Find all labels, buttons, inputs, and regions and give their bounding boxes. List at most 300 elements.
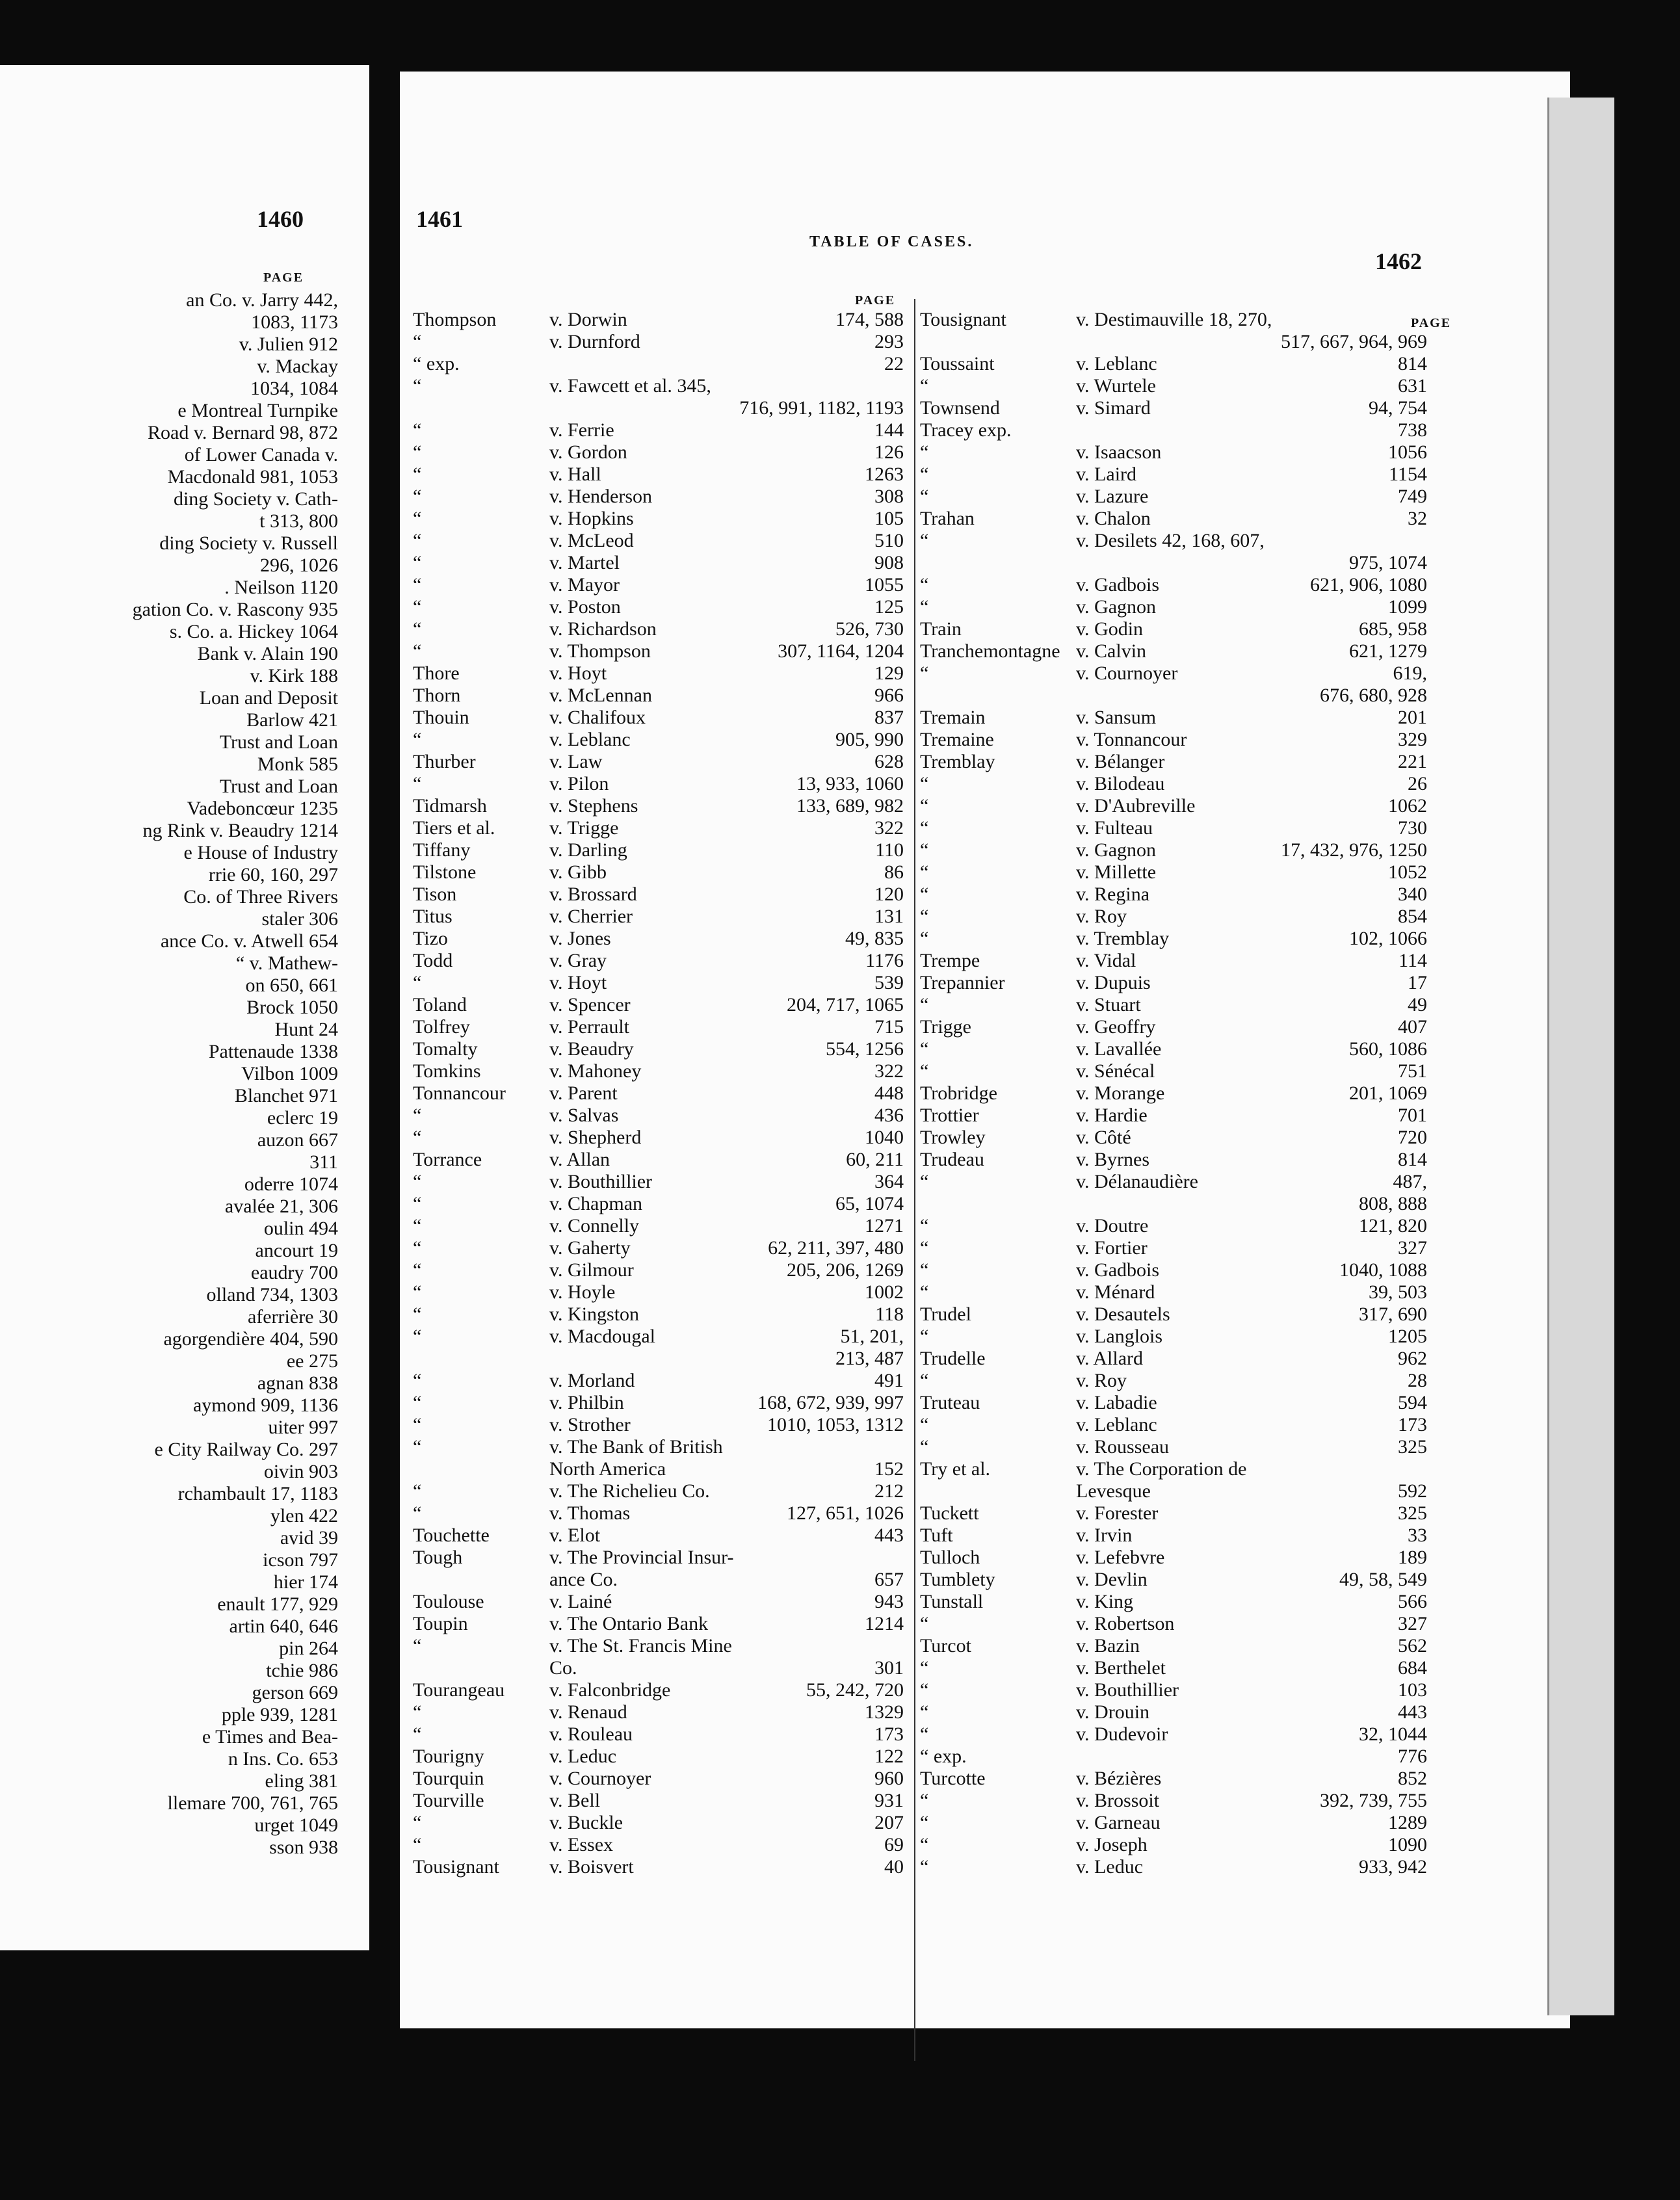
index-line [0,1593,338,1616]
index-line-text: llemare 700, 761, 765 [167,1792,338,1814]
case-pages: 13, 933, 1060 [796,773,904,794]
index-line-text: v. Mackay [257,356,338,377]
case-opponent: v. Boisvert [549,1856,634,1878]
right-page-number-1462: 1462 [1375,248,1422,274]
case-entry [920,574,1440,596]
index-line [0,1306,338,1328]
case-opponent: v. Garneau [1076,1812,1161,1833]
case-party: “ [413,1635,422,1657]
case-opponent: v. Gagnon [1076,596,1157,618]
running-head: TABLE OF CASES. [809,233,974,250]
case-entry [413,441,910,464]
case-entry [413,1458,910,1480]
case-opponent: v. Chalon [1076,508,1151,529]
case-party: Tourangeau [413,1679,505,1701]
index-line-text: e Times and Bea- [202,1726,338,1748]
case-opponent: v. Vidal [1076,950,1136,971]
case-opponent: v. Gadbois [1076,574,1160,596]
case-party: Tourquin [413,1768,484,1789]
case-party: Tiers et al. [413,817,495,839]
case-opponent: v. Shepherd [549,1127,642,1148]
case-entry [413,397,910,419]
case-party: Toland [413,994,467,1015]
case-pages: 49 [1408,994,1427,1015]
case-party: Torrance [413,1149,482,1170]
case-party: Tiffany [413,839,471,861]
case-pages: 129 [874,662,904,684]
case-pages: 905, 990 [835,729,904,750]
case-party: Touchette [413,1525,490,1546]
case-party: “ [413,1812,422,1833]
case-pages: 325 [1398,1502,1427,1524]
index-line [0,820,338,842]
case-opponent: v. Drouin [1076,1701,1150,1723]
case-party: “ [413,1193,422,1214]
case-party: “ [920,861,929,883]
case-entry [920,1414,1440,1436]
case-entry [920,1392,1440,1414]
case-opponent: v. Gilmour [549,1259,634,1281]
case-entry [413,530,910,552]
case-party: “ [413,972,422,993]
case-entry [413,464,910,486]
case-entry [920,685,1440,707]
case-entry [920,1149,1440,1171]
case-entry [920,729,1440,751]
case-party: “ [920,906,929,927]
case-opponent: v. Fortier [1076,1237,1148,1259]
case-party: Toupin [413,1613,468,1634]
case-entry [413,419,910,441]
case-pages: 118 [875,1303,904,1325]
index-line-text: agorgendière 404, 590 [163,1328,338,1350]
case-party: “ [920,928,929,949]
index-line [0,289,338,311]
case-opponent: v. Richardson [549,618,657,640]
case-opponent: v. Morland [549,1370,635,1391]
case-pages: 1263 [865,464,904,485]
case-entry [413,884,910,906]
case-party: “ [413,1127,422,1148]
case-party: “ [920,375,929,397]
case-entry [920,1215,1440,1237]
case-pages: 105 [874,508,904,529]
index-line-text: e Montreal Turnpike [177,400,338,421]
case-entry [920,861,1440,884]
case-opponent: v. Laird [1076,464,1137,485]
case-entry [920,309,1440,331]
index-line [0,1770,338,1792]
case-entry [920,618,1440,640]
case-opponent: v. Stephens [549,795,638,817]
case-pages: 1329 [865,1701,904,1723]
case-pages: 340 [1398,884,1427,905]
case-opponent: v. Kingston [549,1303,640,1325]
index-line-text: ng Rink v. Beaudry 1214 [142,820,338,841]
case-opponent: v. Allard [1076,1348,1144,1369]
case-pages: 1062 [1388,795,1427,817]
index-line-text: Barlow 421 [246,709,338,731]
case-pages: 738 [1398,419,1427,441]
index-line [0,356,338,378]
case-opponent: v. Thompson [549,640,651,662]
case-pages: 204, 717, 1065 [787,994,904,1015]
index-line [0,886,338,908]
case-entry [413,1082,910,1105]
case-entry [413,928,910,950]
case-party: Tough [413,1547,463,1568]
case-pages: 221 [1398,751,1427,772]
index-line [0,577,338,599]
case-entry [920,1281,1440,1303]
index-line-text: gation Co. v. Rascony 935 [132,599,338,620]
case-pages: 207 [874,1812,904,1833]
case-opponent: v. Brossoit [1076,1790,1160,1811]
index-line [0,1704,338,1726]
index-line [0,1107,338,1129]
case-pages: 103 [1398,1679,1427,1701]
case-pages: 114 [1398,950,1427,971]
case-pages: 65, 1074 [835,1193,904,1214]
case-entry [920,662,1440,685]
case-party: “ [920,1790,929,1811]
case-entry [920,1635,1440,1657]
case-entry [413,1038,910,1060]
case-opponent: v. Brossard [549,884,637,905]
case-party: Try et al. [920,1458,991,1480]
case-pages: 69 [884,1834,904,1855]
index-line [0,643,338,665]
index-line-text: eaudry 700 [250,1262,338,1283]
case-entry [413,552,910,574]
index-line-text: rchambault 17, 1183 [177,1483,338,1504]
case-opponent: v. Hoyle [549,1281,616,1303]
case-opponent: v. Bell [549,1790,601,1811]
case-opponent: v. Henderson [549,486,653,507]
case-entry [920,1525,1440,1547]
case-entry [920,994,1440,1016]
case-party: “ [413,1480,422,1502]
case-party: Thouin [413,707,469,728]
case-pages: 685, 958 [1359,618,1427,640]
case-party: Tuft [920,1525,953,1546]
index-line [0,378,338,400]
case-entry [920,353,1440,375]
case-entry [920,640,1440,662]
case-opponent: v. Fulteau [1076,817,1153,839]
case-entry [920,1060,1440,1082]
index-line [0,665,338,687]
case-pages: 39, 503 [1369,1281,1427,1303]
case-party: “ [413,1723,422,1745]
case-entry [920,508,1440,530]
case-entry [920,1790,1440,1812]
case-opponent: v. Gray [549,950,607,971]
case-party: “ [920,1281,929,1303]
case-entry [920,1480,1440,1502]
case-party: Tumblety [920,1569,995,1590]
case-entry [920,1259,1440,1281]
case-opponent: v. Lainé [549,1591,612,1612]
case-party: “ [920,574,929,596]
index-line-text: oulin 494 [263,1218,338,1239]
case-pages: 189 [1398,1547,1427,1568]
case-opponent: v. Labadie [1076,1392,1157,1413]
case-party: Trepannier [920,972,1005,993]
case-entry [413,1591,910,1613]
case-party: Truteau [920,1392,980,1413]
case-pages: 94, 754 [1369,397,1427,419]
index-line-text: Trust and Loan [219,776,338,797]
left-page-column-label: PAGE [263,270,304,285]
case-party: Tulloch [920,1547,980,1568]
case-opponent: v. Godin [1076,618,1144,640]
case-party: “ [920,1657,929,1679]
index-line [0,1085,338,1107]
case-entry [413,309,910,331]
index-line [0,1395,338,1417]
index-line [0,621,338,643]
case-opponent: v. Sansum [1076,707,1157,728]
case-entry [920,596,1440,618]
index-line [0,488,338,510]
case-opponent: v. Côté [1076,1127,1131,1148]
index-line-text: 1034, 1084 [250,378,338,399]
case-pages: 1010, 1053, 1312 [767,1414,904,1435]
case-entry [413,1768,910,1790]
case-entry [413,596,910,618]
index-line [0,599,338,621]
index-line-text: 1083, 1173 [251,311,338,333]
case-opponent: v. Desautels [1076,1303,1170,1325]
case-pages: 1154 [1389,464,1427,485]
index-line-text: staler 306 [261,908,338,930]
case-entry [920,1193,1440,1215]
case-pages: 852 [1398,1768,1427,1789]
case-party: “ [920,1436,929,1458]
case-entry [920,1303,1440,1326]
index-line-text: avalée 21, 306 [224,1196,338,1217]
index-line-text: of Lower Canada v. [184,444,338,465]
index-line-text: Monk 585 [257,753,338,775]
case-opponent: v. Stuart [1076,994,1141,1015]
case-entry [920,375,1440,397]
case-opponent: v. Chapman [549,1193,643,1214]
case-opponent: v. Rouleau [549,1723,633,1745]
case-pages: 26 [1408,773,1427,794]
case-opponent: v. Falconbridge [549,1679,671,1701]
index-line [0,532,338,555]
index-line-text: oivin 903 [263,1461,338,1482]
case-party: Thurber [413,751,476,772]
index-line [0,555,338,577]
case-opponent: v. Regina [1076,884,1150,905]
case-pages: 201, 1069 [1349,1082,1427,1104]
case-entry [413,1348,910,1370]
case-entry [920,1723,1440,1746]
case-entry [413,331,910,353]
case-entry [413,751,910,773]
case-party: “ [920,596,929,618]
case-entry [413,994,910,1016]
case-party: Tracey exp. [920,419,1012,441]
case-entry [413,1149,910,1171]
case-opponent: v. Elot [549,1525,601,1546]
col2-page-label: PAGE [1411,316,1452,330]
index-line-text: 296, 1026 [260,555,338,576]
case-opponent: v. D'Aubreville [1076,795,1196,817]
case-entry [920,1547,1440,1569]
case-pages: 364 [874,1171,904,1192]
index-line [0,1748,338,1770]
case-party: Toussaint [920,353,995,374]
case-entry [413,1635,910,1657]
index-line-text: gerson 669 [252,1682,338,1703]
case-pages: 205, 206, 1269 [787,1259,904,1281]
index-line [0,1505,338,1527]
case-pages: 17, 432, 976, 1250 [1281,839,1427,861]
case-party: Trudel [920,1303,971,1325]
case-pages: 539 [874,972,904,993]
case-entry [920,1458,1440,1480]
index-line-text: olland 734, 1303 [206,1284,338,1305]
case-party: “ [413,1303,422,1325]
case-entry [413,1569,910,1591]
case-pages: 1040, 1088 [1339,1259,1427,1281]
case-entry [920,1105,1440,1127]
case-pages: 1099 [1388,596,1427,618]
case-entry [413,1215,910,1237]
case-opponent: v. Philbin [549,1392,624,1413]
case-pages: 594 [1398,1392,1427,1413]
case-party: Tuckett [920,1502,979,1524]
case-party: “ exp. [920,1746,967,1767]
case-pages: 293 [874,331,904,352]
case-party: Trobridge [920,1082,997,1104]
index-line [0,444,338,466]
index-line-text: uiter 997 [268,1417,338,1438]
case-entry [920,1237,1440,1259]
case-opponent: v. Desilets 42, 168, 607, [1076,530,1265,551]
case-party: Tourville [413,1790,484,1811]
case-opponent: v. Bouthillier [1076,1679,1179,1701]
case-entry [920,972,1440,994]
case-entry [920,1768,1440,1790]
case-pages: 908 [874,552,904,573]
case-opponent: v. Hopkins [549,508,634,529]
case-entry [413,906,910,928]
case-entry [920,884,1440,906]
case-party: “ [920,994,929,1015]
case-opponent: v. Darling [549,839,627,861]
case-party: Townsend [920,397,1000,419]
case-pages: 1056 [1388,441,1427,463]
case-entry [413,1547,910,1569]
case-party: “ [920,1237,929,1259]
case-pages: 322 [874,1060,904,1082]
case-party: “ [413,331,422,352]
case-party: Turcotte [920,1768,986,1789]
case-opponent: v. The Ontario Bank [549,1613,709,1634]
case-opponent: v. Ménard [1076,1281,1155,1303]
case-party: “ [413,773,422,794]
case-party: “ [920,1723,929,1745]
case-entry [413,486,910,508]
case-pages: 325 [1398,1436,1427,1458]
case-pages: 144 [874,419,904,441]
case-pages: 814 [1398,1149,1427,1170]
case-entry [413,1303,910,1326]
index-line-text: Co. of Three Rivers [183,886,338,908]
case-opponent: v. Hoyt [549,972,607,993]
index-line-text: pple 939, 1281 [221,1704,338,1725]
index-line-text: aferrière 30 [247,1306,338,1328]
case-entry [920,1657,1440,1679]
case-entry [413,817,910,839]
index-line [0,1218,338,1240]
case-entry [413,508,910,530]
case-pages: 657 [874,1569,904,1590]
case-entry [413,685,910,707]
index-line-text: aymond 909, 1136 [192,1395,338,1416]
case-party: Tremblay [920,751,995,772]
case-party: Thompson [413,309,497,330]
case-pages: 619, [1393,662,1427,684]
case-opponent: v. Allan [549,1149,610,1170]
index-line [0,1173,338,1196]
case-party: Tison [413,884,457,905]
index-line-text: Trust and Loan [219,731,338,753]
case-entry [413,375,910,397]
index-line-text: auzon 667 [257,1129,338,1151]
case-pages: 1090 [1388,1834,1427,1855]
left-page [0,65,369,1950]
case-entry [413,1281,910,1303]
case-pages: 317, 690 [1359,1303,1427,1325]
index-line [0,1814,338,1837]
index-line [0,687,338,709]
index-line-text: Macdonald 981, 1053 [167,466,338,488]
index-line [0,1549,338,1571]
index-line [0,1063,338,1085]
case-opponent: v. Doutre [1076,1215,1149,1237]
index-line [0,753,338,776]
index-line [0,908,338,930]
case-entry [920,419,1440,441]
case-party: Tousignant [413,1856,499,1878]
case-party: Tremaine [920,729,994,750]
case-entry [920,1856,1440,1878]
index-line-text: v. Julien 912 [239,334,338,355]
case-party: Titus [413,906,453,927]
index-line [0,1417,338,1439]
case-pages: 49, 835 [845,928,904,949]
case-pages: 491 [874,1370,904,1391]
case-pages: 327 [1398,1237,1427,1259]
case-pages: 127, 651, 1026 [787,1502,904,1524]
case-party: Trigge [920,1016,971,1038]
index-line [0,731,338,753]
case-pages: 814 [1398,353,1427,374]
case-opponent: v. Langlois [1076,1326,1163,1347]
case-entry [920,1569,1440,1591]
case-opponent: v. Martel [549,552,620,573]
index-line [0,466,338,488]
case-pages: 1002 [865,1281,904,1303]
case-party: “ [920,1215,929,1237]
case-party: Trempe [920,950,980,971]
case-pages: 32, 1044 [1359,1723,1427,1745]
